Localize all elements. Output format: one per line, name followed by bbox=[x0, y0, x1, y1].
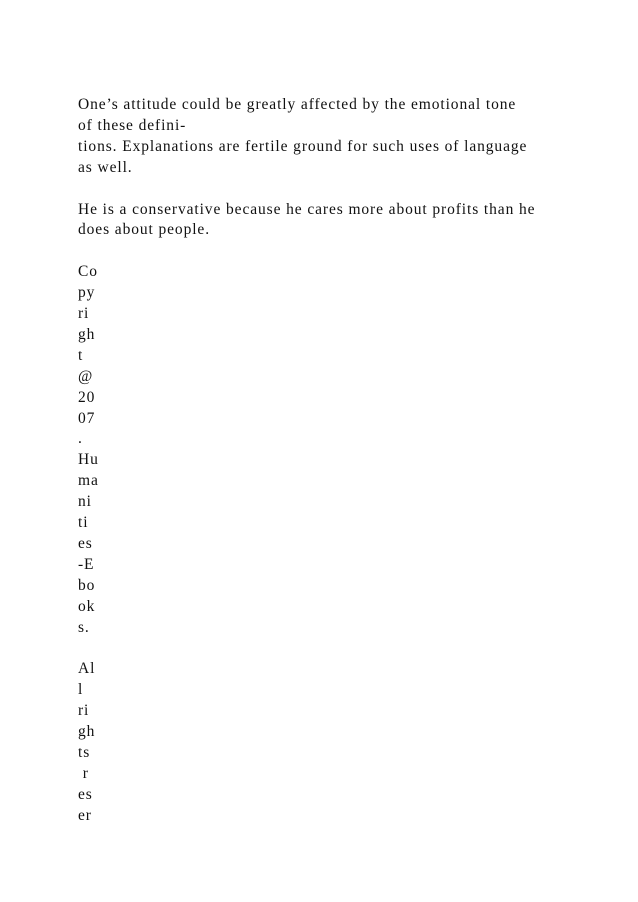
text-line: Hu bbox=[78, 451, 99, 469]
text-line: py bbox=[78, 284, 96, 302]
text-line: ri bbox=[78, 305, 90, 323]
text-line: bo bbox=[78, 576, 96, 594]
paragraph-conservative-example bbox=[78, 200, 598, 242]
text-line: gh bbox=[78, 325, 96, 343]
text-line: tions. Explanations are fertile ground for such uses of language bbox=[78, 137, 528, 155]
text-line: ti bbox=[78, 514, 89, 532]
text-line: ts bbox=[78, 744, 91, 762]
text-line: One’s attitude could be greatly affected by the emotional tone bbox=[78, 96, 517, 113]
paragraph-rights-fragment bbox=[78, 659, 598, 826]
text-line: does about people. bbox=[78, 221, 210, 239]
text-line: as well. bbox=[78, 158, 133, 176]
text-line: ma bbox=[78, 472, 99, 490]
text-line: es bbox=[78, 535, 93, 552]
text-line: er bbox=[78, 806, 92, 824]
text-line: 20 bbox=[78, 388, 96, 406]
text-line: ri bbox=[78, 702, 90, 720]
paragraph-emotional-tone bbox=[78, 95, 598, 179]
paragraph-copyright-fragment bbox=[78, 262, 598, 638]
text-line: l bbox=[78, 681, 84, 699]
text-line: . bbox=[78, 430, 83, 448]
text-line: gh bbox=[78, 723, 96, 741]
text-line: 07 bbox=[78, 409, 96, 427]
text-line: Co bbox=[78, 263, 98, 281]
text-line: Al bbox=[78, 660, 96, 678]
text-line: @ bbox=[78, 367, 94, 385]
text-line: r bbox=[78, 764, 89, 782]
text-line: -E bbox=[78, 555, 95, 573]
text-line: ok bbox=[78, 597, 96, 615]
text-line: of these defini- bbox=[78, 116, 187, 134]
text-line: s. bbox=[78, 618, 90, 636]
text-line: ni bbox=[78, 493, 92, 511]
document-page bbox=[78, 95, 598, 848]
text-line: es bbox=[78, 785, 93, 803]
text-line: He is a conservative because he cares more about profits than he bbox=[78, 200, 536, 218]
text-line: t bbox=[78, 346, 84, 364]
